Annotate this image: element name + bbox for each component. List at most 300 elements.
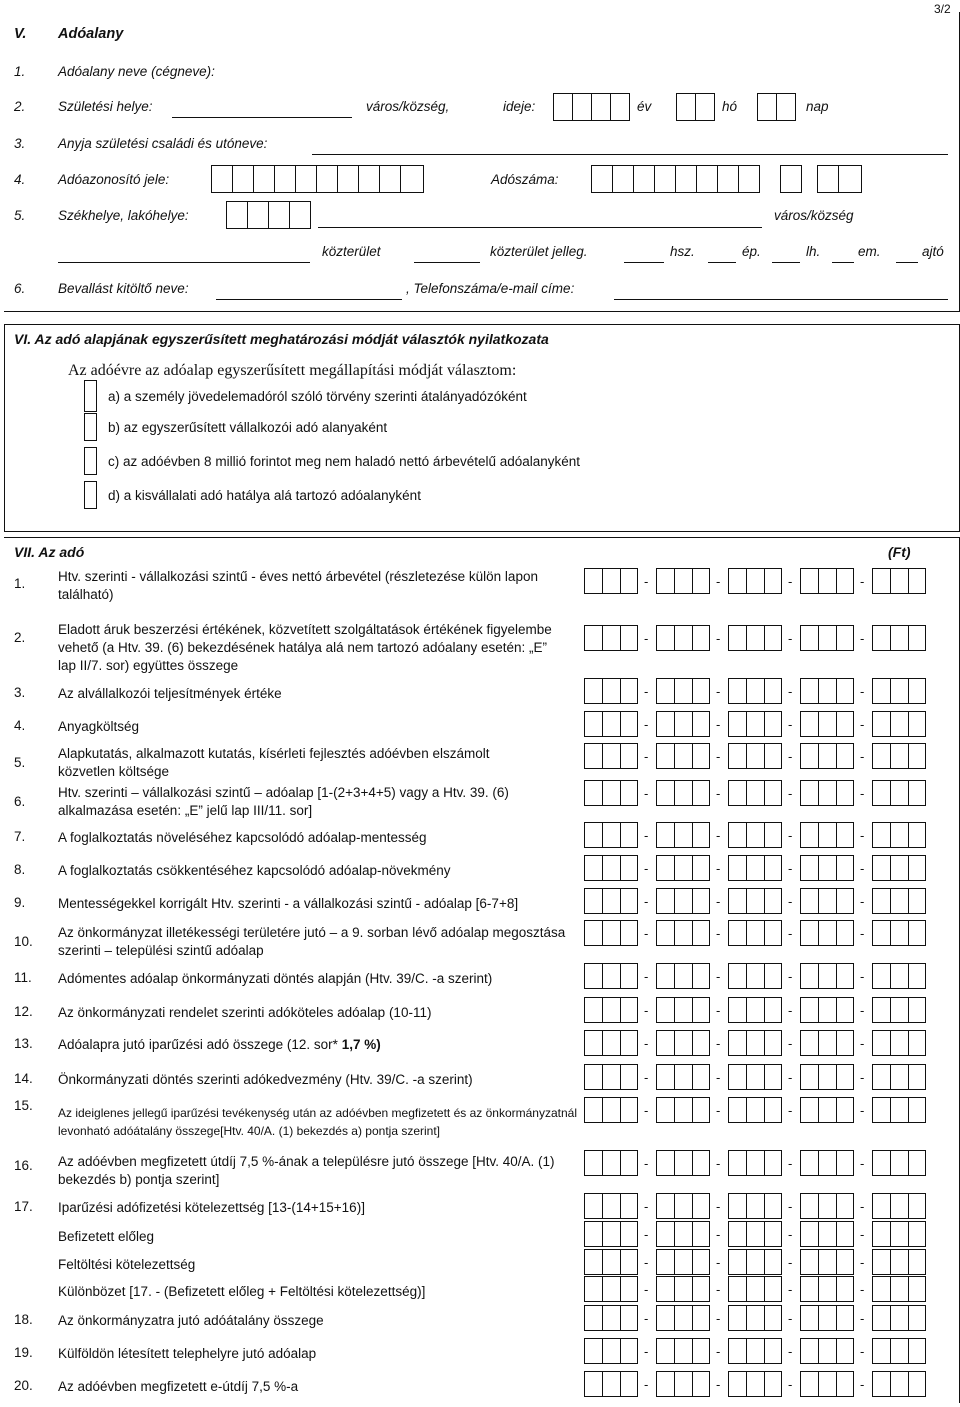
amount-input[interactable]	[584, 1371, 944, 1397]
amount-digit-box[interactable]	[890, 678, 908, 704]
amount-digit-box[interactable]	[836, 1371, 854, 1397]
amount-digit-box[interactable]	[584, 711, 602, 737]
amount-digit-box[interactable]	[602, 625, 620, 651]
phone-email-line[interactable]	[614, 299, 948, 300]
amount-digit-box[interactable]	[674, 678, 692, 704]
amount-digit-box[interactable]	[836, 1030, 854, 1056]
amount-digit-box[interactable]	[836, 625, 854, 651]
amount-digit-box[interactable]	[584, 1305, 602, 1331]
amount-digit-box[interactable]	[818, 963, 836, 989]
year-box[interactable]	[591, 93, 611, 121]
amount-digit-box[interactable]	[890, 780, 908, 806]
amount-digit-box[interactable]	[584, 1249, 602, 1275]
amount-digit-box[interactable]	[656, 888, 674, 914]
amount-digit-box[interactable]	[872, 743, 890, 769]
amount-input[interactable]	[584, 780, 944, 806]
amount-digit-box[interactable]	[584, 780, 602, 806]
amount-digit-box[interactable]	[836, 1064, 854, 1090]
amount-digit-box[interactable]	[836, 780, 854, 806]
amount-digit-box[interactable]	[692, 711, 710, 737]
staircase-line[interactable]	[772, 262, 800, 263]
amount-digit-box[interactable]	[656, 1371, 674, 1397]
city-line[interactable]	[318, 227, 762, 228]
amount-digit-box[interactable]	[818, 678, 836, 704]
tax-number-box[interactable]	[612, 165, 634, 193]
amount-digit-box[interactable]	[890, 997, 908, 1023]
amount-digit-box[interactable]	[890, 568, 908, 594]
amount-digit-box[interactable]	[728, 822, 746, 848]
amount-input[interactable]	[584, 997, 944, 1023]
amount-digit-box[interactable]	[692, 1305, 710, 1331]
tax-id-box[interactable]	[295, 165, 317, 193]
amount-digit-box[interactable]	[800, 678, 818, 704]
amount-digit-box[interactable]	[818, 1150, 836, 1176]
amount-digit-box[interactable]	[818, 920, 836, 946]
amount-digit-box[interactable]	[674, 743, 692, 769]
floor-line[interactable]	[832, 262, 854, 263]
amount-digit-box[interactable]	[656, 625, 674, 651]
amount-digit-box[interactable]	[800, 855, 818, 881]
amount-digit-box[interactable]	[908, 678, 926, 704]
amount-digit-box[interactable]	[602, 1338, 620, 1364]
amount-digit-box[interactable]	[800, 1193, 818, 1219]
amount-digit-box[interactable]	[800, 711, 818, 737]
amount-digit-box[interactable]	[800, 1371, 818, 1397]
amount-digit-box[interactable]	[584, 822, 602, 848]
amount-digit-box[interactable]	[872, 1249, 890, 1275]
amount-digit-box[interactable]	[674, 1371, 692, 1397]
amount-digit-box[interactable]	[872, 963, 890, 989]
amount-digit-box[interactable]	[818, 1338, 836, 1364]
amount-digit-box[interactable]	[656, 1276, 674, 1302]
amount-digit-box[interactable]	[620, 678, 638, 704]
amount-digit-box[interactable]	[746, 743, 764, 769]
amount-digit-box[interactable]	[584, 743, 602, 769]
amount-digit-box[interactable]	[602, 1030, 620, 1056]
amount-digit-box[interactable]	[872, 997, 890, 1023]
tax-id-box[interactable]	[211, 165, 233, 193]
amount-digit-box[interactable]	[620, 1150, 638, 1176]
amount-digit-box[interactable]	[602, 1305, 620, 1331]
amount-digit-box[interactable]	[746, 1150, 764, 1176]
amount-digit-box[interactable]	[746, 822, 764, 848]
amount-digit-box[interactable]	[674, 920, 692, 946]
amount-digit-box[interactable]	[620, 1064, 638, 1090]
amount-digit-box[interactable]	[800, 1249, 818, 1275]
amount-digit-box[interactable]	[764, 711, 782, 737]
amount-digit-box[interactable]	[728, 625, 746, 651]
amount-digit-box[interactable]	[836, 920, 854, 946]
amount-digit-box[interactable]	[800, 822, 818, 848]
amount-input[interactable]	[584, 743, 944, 769]
amount-digit-box[interactable]	[908, 568, 926, 594]
amount-digit-box[interactable]	[602, 920, 620, 946]
amount-digit-box[interactable]	[674, 711, 692, 737]
amount-digit-box[interactable]	[674, 1276, 692, 1302]
amount-digit-box[interactable]	[746, 1221, 764, 1247]
tax-number-box[interactable]	[738, 165, 760, 193]
amount-digit-box[interactable]	[728, 1064, 746, 1090]
amount-input[interactable]	[584, 920, 944, 946]
amount-digit-box[interactable]	[836, 711, 854, 737]
amount-input[interactable]	[584, 1064, 944, 1090]
amount-input[interactable]	[584, 963, 944, 989]
amount-digit-box[interactable]	[746, 1193, 764, 1219]
amount-digit-box[interactable]	[602, 997, 620, 1023]
amount-digit-box[interactable]	[890, 1249, 908, 1275]
amount-digit-box[interactable]	[602, 888, 620, 914]
amount-digit-box[interactable]	[584, 1150, 602, 1176]
amount-digit-box[interactable]	[818, 1193, 836, 1219]
amount-digit-box[interactable]	[818, 855, 836, 881]
tax-id-box[interactable]	[232, 165, 254, 193]
amount-digit-box[interactable]	[620, 568, 638, 594]
amount-digit-box[interactable]	[674, 625, 692, 651]
amount-digit-box[interactable]	[656, 1150, 674, 1176]
year-box[interactable]	[553, 93, 573, 121]
amount-digit-box[interactable]	[908, 920, 926, 946]
amount-digit-box[interactable]	[728, 1030, 746, 1056]
amount-digit-box[interactable]	[764, 1221, 782, 1247]
amount-digit-box[interactable]	[728, 1249, 746, 1275]
amount-digit-box[interactable]	[692, 920, 710, 946]
amount-digit-box[interactable]	[584, 920, 602, 946]
amount-digit-box[interactable]	[908, 1097, 926, 1123]
amount-digit-box[interactable]	[620, 1249, 638, 1275]
amount-digit-box[interactable]	[800, 888, 818, 914]
amount-digit-box[interactable]	[890, 1305, 908, 1331]
amount-digit-box[interactable]	[890, 1097, 908, 1123]
amount-digit-box[interactable]	[800, 1338, 818, 1364]
amount-digit-box[interactable]	[818, 780, 836, 806]
amount-digit-box[interactable]	[692, 1371, 710, 1397]
door-line[interactable]	[896, 262, 918, 263]
amount-digit-box[interactable]	[728, 920, 746, 946]
street-type-line[interactable]	[414, 262, 480, 263]
amount-digit-box[interactable]	[872, 678, 890, 704]
amount-digit-box[interactable]	[620, 625, 638, 651]
amount-digit-box[interactable]	[764, 963, 782, 989]
amount-input[interactable]	[584, 888, 944, 914]
amount-digit-box[interactable]	[764, 822, 782, 848]
tax-number-box[interactable]	[633, 165, 655, 193]
year-box[interactable]	[572, 93, 592, 121]
amount-digit-box[interactable]	[746, 780, 764, 806]
amount-digit-box[interactable]	[836, 1305, 854, 1331]
month-box[interactable]	[676, 93, 696, 121]
amount-digit-box[interactable]	[836, 997, 854, 1023]
amount-digit-box[interactable]	[602, 568, 620, 594]
street-line[interactable]	[58, 262, 310, 263]
amount-digit-box[interactable]	[674, 963, 692, 989]
tax-number-box[interactable]	[675, 165, 697, 193]
tax-id-box[interactable]	[358, 165, 380, 193]
amount-digit-box[interactable]	[728, 1371, 746, 1397]
amount-digit-box[interactable]	[836, 1276, 854, 1302]
amount-digit-box[interactable]	[800, 1030, 818, 1056]
amount-digit-box[interactable]	[620, 1371, 638, 1397]
amount-digit-box[interactable]	[872, 1193, 890, 1219]
tax-id-box[interactable]	[316, 165, 338, 193]
amount-input[interactable]	[584, 678, 944, 704]
amount-digit-box[interactable]	[836, 888, 854, 914]
filler-name-line[interactable]	[216, 299, 402, 300]
amount-digit-box[interactable]	[620, 1097, 638, 1123]
amount-digit-box[interactable]	[890, 1221, 908, 1247]
amount-digit-box[interactable]	[764, 1150, 782, 1176]
amount-digit-box[interactable]	[890, 920, 908, 946]
amount-digit-box[interactable]	[602, 1221, 620, 1247]
amount-digit-box[interactable]	[890, 822, 908, 848]
amount-digit-box[interactable]	[692, 568, 710, 594]
amount-input[interactable]	[584, 1193, 944, 1219]
amount-digit-box[interactable]	[890, 1371, 908, 1397]
amount-digit-box[interactable]	[674, 855, 692, 881]
amount-digit-box[interactable]	[890, 1064, 908, 1090]
amount-input[interactable]	[584, 1338, 944, 1364]
amount-digit-box[interactable]	[728, 1193, 746, 1219]
amount-digit-box[interactable]	[764, 1338, 782, 1364]
amount-digit-box[interactable]	[746, 1030, 764, 1056]
amount-input[interactable]	[584, 711, 944, 737]
amount-digit-box[interactable]	[602, 743, 620, 769]
amount-digit-box[interactable]	[728, 568, 746, 594]
amount-digit-box[interactable]	[764, 997, 782, 1023]
amount-digit-box[interactable]	[908, 1030, 926, 1056]
amount-digit-box[interactable]	[818, 822, 836, 848]
amount-digit-box[interactable]	[764, 920, 782, 946]
amount-digit-box[interactable]	[872, 1097, 890, 1123]
amount-digit-box[interactable]	[728, 997, 746, 1023]
amount-digit-box[interactable]	[746, 888, 764, 914]
postal-code-box[interactable]	[289, 201, 311, 229]
amount-digit-box[interactable]	[584, 568, 602, 594]
amount-digit-box[interactable]	[872, 1030, 890, 1056]
amount-digit-box[interactable]	[746, 711, 764, 737]
amount-digit-box[interactable]	[908, 780, 926, 806]
amount-digit-box[interactable]	[656, 855, 674, 881]
amount-digit-box[interactable]	[890, 855, 908, 881]
tax-number-box[interactable]	[717, 165, 739, 193]
option-c-checkbox[interactable]	[84, 447, 97, 475]
amount-digit-box[interactable]	[908, 711, 926, 737]
amount-digit-box[interactable]	[584, 1221, 602, 1247]
amount-digit-box[interactable]	[836, 1221, 854, 1247]
tax-number-box[interactable]	[696, 165, 718, 193]
option-b-checkbox[interactable]	[84, 413, 97, 441]
amount-digit-box[interactable]	[620, 1193, 638, 1219]
amount-digit-box[interactable]	[584, 1276, 602, 1302]
option-d-checkbox[interactable]	[84, 481, 97, 509]
amount-digit-box[interactable]	[746, 1097, 764, 1123]
amount-digit-box[interactable]	[728, 711, 746, 737]
amount-input[interactable]	[584, 1030, 944, 1056]
amount-digit-box[interactable]	[620, 920, 638, 946]
amount-digit-box[interactable]	[620, 711, 638, 737]
amount-digit-box[interactable]	[656, 711, 674, 737]
amount-digit-box[interactable]	[818, 1249, 836, 1275]
amount-digit-box[interactable]	[584, 1064, 602, 1090]
amount-digit-box[interactable]	[836, 1097, 854, 1123]
amount-digit-box[interactable]	[764, 855, 782, 881]
amount-digit-box[interactable]	[602, 1150, 620, 1176]
tax-id-box[interactable]	[400, 165, 424, 193]
amount-digit-box[interactable]	[746, 1338, 764, 1364]
postal-code-box[interactable]	[268, 201, 290, 229]
amount-digit-box[interactable]	[908, 963, 926, 989]
amount-digit-box[interactable]	[764, 780, 782, 806]
year-box[interactable]	[610, 93, 630, 121]
tax-id-box[interactable]	[253, 165, 275, 193]
amount-digit-box[interactable]	[602, 855, 620, 881]
amount-input[interactable]	[584, 1221, 944, 1247]
amount-digit-box[interactable]	[908, 1305, 926, 1331]
amount-digit-box[interactable]	[764, 678, 782, 704]
amount-digit-box[interactable]	[836, 1193, 854, 1219]
amount-digit-box[interactable]	[908, 822, 926, 848]
amount-digit-box[interactable]	[584, 1193, 602, 1219]
amount-digit-box[interactable]	[890, 1150, 908, 1176]
amount-digit-box[interactable]	[692, 1030, 710, 1056]
amount-digit-box[interactable]	[620, 997, 638, 1023]
amount-digit-box[interactable]	[620, 888, 638, 914]
amount-digit-box[interactable]	[692, 855, 710, 881]
amount-digit-box[interactable]	[728, 855, 746, 881]
amount-digit-box[interactable]	[818, 568, 836, 594]
amount-digit-box[interactable]	[620, 1305, 638, 1331]
amount-digit-box[interactable]	[818, 625, 836, 651]
amount-digit-box[interactable]	[872, 1221, 890, 1247]
amount-digit-box[interactable]	[656, 822, 674, 848]
amount-digit-box[interactable]	[890, 625, 908, 651]
amount-digit-box[interactable]	[728, 1305, 746, 1331]
amount-digit-box[interactable]	[746, 1249, 764, 1275]
mother-name-line[interactable]	[312, 154, 948, 155]
amount-digit-box[interactable]	[800, 1305, 818, 1331]
amount-digit-box[interactable]	[836, 963, 854, 989]
amount-digit-box[interactable]	[692, 780, 710, 806]
tax-number-box[interactable]	[838, 165, 862, 193]
amount-digit-box[interactable]	[872, 1150, 890, 1176]
amount-digit-box[interactable]	[728, 1338, 746, 1364]
amount-digit-box[interactable]	[602, 711, 620, 737]
amount-digit-box[interactable]	[908, 1221, 926, 1247]
amount-digit-box[interactable]	[584, 1030, 602, 1056]
amount-digit-box[interactable]	[584, 855, 602, 881]
amount-digit-box[interactable]	[764, 1193, 782, 1219]
amount-digit-box[interactable]	[674, 1193, 692, 1219]
amount-digit-box[interactable]	[908, 1193, 926, 1219]
amount-digit-box[interactable]	[764, 1249, 782, 1275]
amount-digit-box[interactable]	[674, 822, 692, 848]
amount-input[interactable]	[584, 855, 944, 881]
amount-digit-box[interactable]	[818, 743, 836, 769]
amount-digit-box[interactable]	[656, 568, 674, 594]
amount-digit-box[interactable]	[818, 997, 836, 1023]
amount-digit-box[interactable]	[656, 743, 674, 769]
option-a-checkbox[interactable]	[84, 380, 97, 412]
amount-digit-box[interactable]	[602, 1276, 620, 1302]
amount-input[interactable]	[584, 1097, 944, 1123]
amount-digit-box[interactable]	[602, 822, 620, 848]
amount-digit-box[interactable]	[908, 1249, 926, 1275]
amount-digit-box[interactable]	[728, 1276, 746, 1302]
amount-digit-box[interactable]	[692, 1249, 710, 1275]
amount-input[interactable]	[584, 1150, 944, 1176]
amount-digit-box[interactable]	[872, 888, 890, 914]
amount-digit-box[interactable]	[872, 855, 890, 881]
amount-digit-box[interactable]	[728, 963, 746, 989]
amount-digit-box[interactable]	[908, 1371, 926, 1397]
amount-digit-box[interactable]	[656, 963, 674, 989]
amount-digit-box[interactable]	[674, 780, 692, 806]
amount-digit-box[interactable]	[656, 997, 674, 1023]
amount-digit-box[interactable]	[656, 1097, 674, 1123]
amount-digit-box[interactable]	[800, 1221, 818, 1247]
amount-digit-box[interactable]	[692, 1221, 710, 1247]
amount-digit-box[interactable]	[872, 625, 890, 651]
tax-id-box[interactable]	[274, 165, 296, 193]
amount-digit-box[interactable]	[584, 1338, 602, 1364]
amount-digit-box[interactable]	[656, 1221, 674, 1247]
amount-digit-box[interactable]	[692, 1193, 710, 1219]
amount-digit-box[interactable]	[728, 1221, 746, 1247]
amount-digit-box[interactable]	[584, 1097, 602, 1123]
amount-digit-box[interactable]	[584, 1371, 602, 1397]
amount-digit-box[interactable]	[746, 1276, 764, 1302]
tax-number-box[interactable]	[654, 165, 676, 193]
amount-digit-box[interactable]	[602, 963, 620, 989]
amount-digit-box[interactable]	[872, 1338, 890, 1364]
amount-digit-box[interactable]	[602, 678, 620, 704]
amount-digit-box[interactable]	[818, 1064, 836, 1090]
amount-digit-box[interactable]	[818, 888, 836, 914]
amount-digit-box[interactable]	[692, 997, 710, 1023]
amount-digit-box[interactable]	[836, 743, 854, 769]
amount-digit-box[interactable]	[890, 743, 908, 769]
amount-digit-box[interactable]	[620, 743, 638, 769]
amount-digit-box[interactable]	[818, 711, 836, 737]
amount-digit-box[interactable]	[764, 1276, 782, 1302]
amount-digit-box[interactable]	[908, 888, 926, 914]
birthplace-line[interactable]	[172, 117, 352, 118]
amount-digit-box[interactable]	[620, 963, 638, 989]
amount-digit-box[interactable]	[692, 1097, 710, 1123]
amount-digit-box[interactable]	[656, 1338, 674, 1364]
amount-digit-box[interactable]	[692, 625, 710, 651]
house-number-line[interactable]	[624, 262, 664, 263]
amount-digit-box[interactable]	[836, 822, 854, 848]
amount-digit-box[interactable]	[764, 1371, 782, 1397]
amount-digit-box[interactable]	[818, 1097, 836, 1123]
amount-digit-box[interactable]	[872, 1276, 890, 1302]
amount-digit-box[interactable]	[764, 568, 782, 594]
amount-digit-box[interactable]	[908, 997, 926, 1023]
amount-digit-box[interactable]	[800, 1064, 818, 1090]
amount-digit-box[interactable]	[620, 1221, 638, 1247]
amount-digit-box[interactable]	[764, 1030, 782, 1056]
amount-digit-box[interactable]	[746, 1064, 764, 1090]
amount-digit-box[interactable]	[746, 625, 764, 651]
amount-digit-box[interactable]	[602, 1371, 620, 1397]
amount-digit-box[interactable]	[872, 920, 890, 946]
amount-digit-box[interactable]	[800, 780, 818, 806]
amount-digit-box[interactable]	[818, 1305, 836, 1331]
amount-digit-box[interactable]	[908, 743, 926, 769]
amount-digit-box[interactable]	[674, 1030, 692, 1056]
amount-digit-box[interactable]	[908, 1276, 926, 1302]
amount-digit-box[interactable]	[800, 1097, 818, 1123]
